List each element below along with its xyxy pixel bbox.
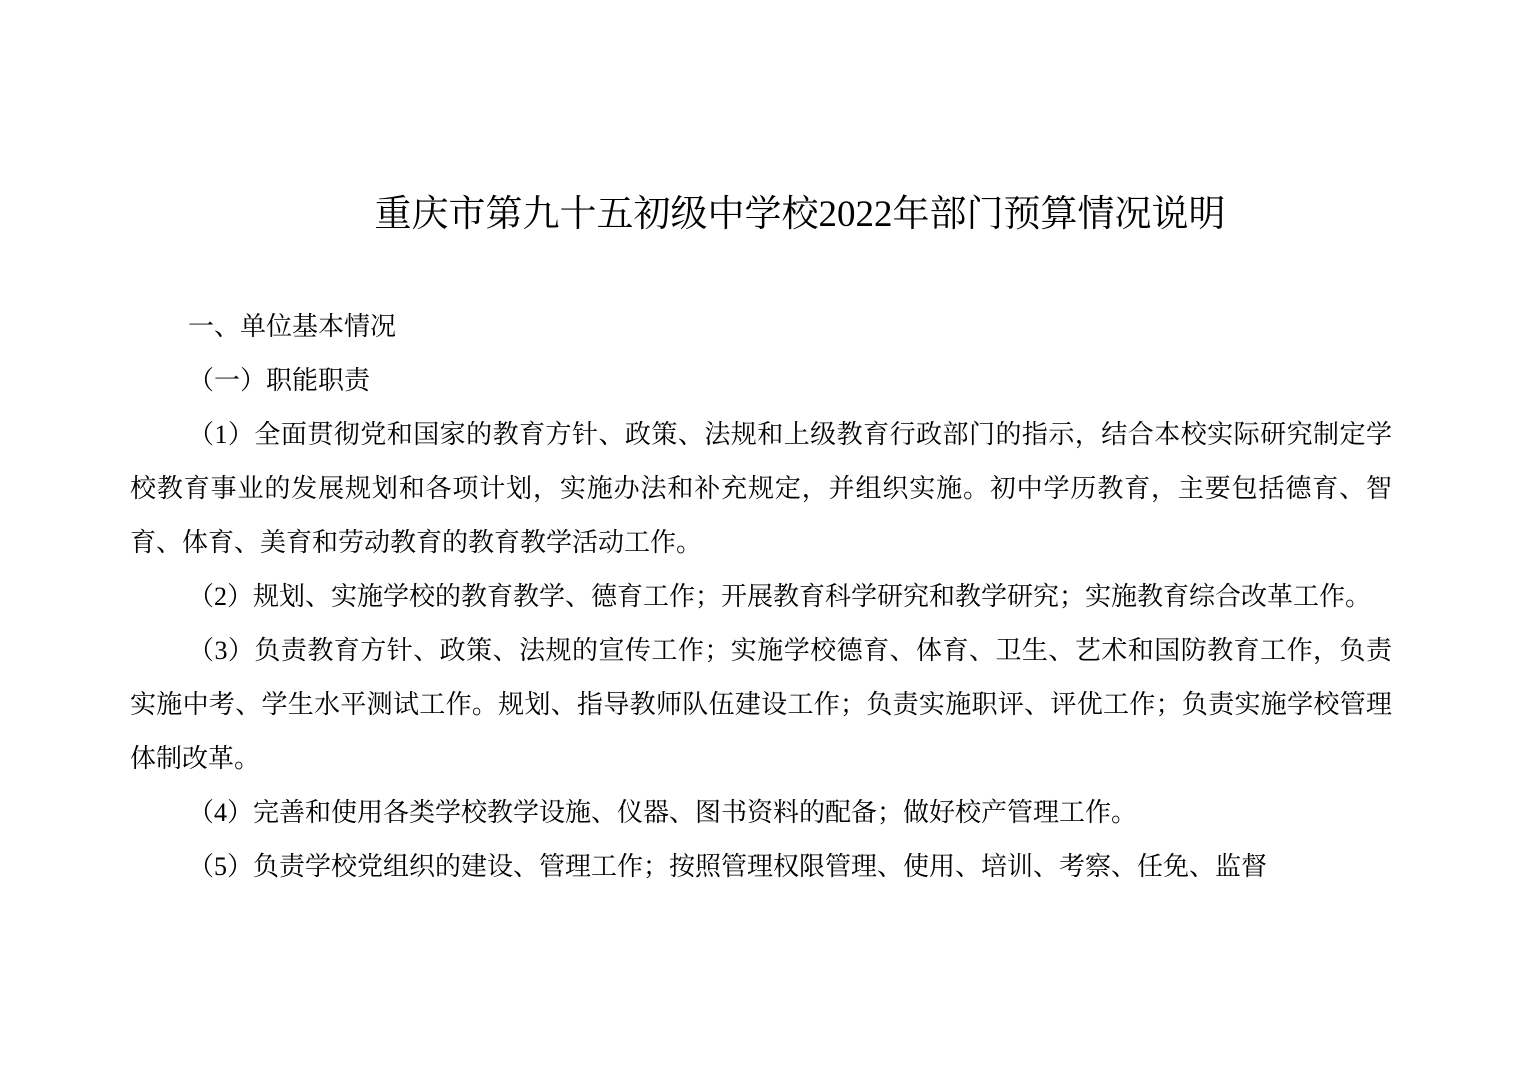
item-number: 3 (214, 636, 228, 665)
title-suffix: 年部门预算情况说明 (892, 192, 1226, 235)
item-text: 全面贯彻党和国家的教育方针、政策、法规和上级教育行政部门的指示，结合本校实际研究制定学校教育事业的发展规划和各项计划，实施办法和补充规定，并组织实施。初中学历教育，主要包括德育、智育、体育、美育和劳动教育的教育教学活动工作。 (130, 420, 1392, 558)
item-number: 4 (214, 798, 228, 827)
duty-item-1: （1）全面贯彻党和国家的教育方针、政策、法规和上级教育行政部门的指示，结合本校实际研究制定学校教育事业的发展规划和各项计划，实施办法和补充规定，并组织实施。初中学历教育，主要包括德育、智育、体育、美育和劳动教育的教育教学活动工作。 (130, 420, 1392, 558)
document-body (130, 300, 1392, 894)
item-number: 5 (214, 852, 228, 881)
title-prefix: 重庆市第九十五初级中学校 (374, 192, 819, 235)
duty-item-4: （4）完善和使用各类学校教学设施、仪器、图书资料的配备；做好校产管理工作。 (188, 798, 1138, 828)
item-text: 完善和使用各类学校教学设施、仪器、图书资料的配备；做好校产管理工作。 (253, 798, 1138, 828)
duty-item-5: （5）负责学校党组织的建设、管理工作；按照管理权限管理、使用、培训、考察、任免、监督 (188, 852, 1268, 882)
title-year: 2022 (818, 194, 893, 235)
duty-item-2: （2）规划、实施学校的教育教学、德育工作；开展教育科学研究和教学研究；实施教育综合改革工作。 (188, 582, 1372, 612)
item-number: 2 (214, 582, 228, 611)
section-heading: 一、单位基本情况 (188, 312, 397, 342)
item-text: 负责学校党组织的建设、管理工作；按照管理权限管理、使用、培训、考察、任免、监督 (253, 852, 1268, 882)
item-text: 规划、实施学校的教育教学、德育工作；开展教育科学研究和教学研究；实施教育综合改革工作。 (253, 582, 1372, 612)
item-number: 1 (214, 420, 228, 449)
item-text: 负责教育方针、政策、法规的宣传工作；实施学校德育、体育、卫生、艺术和国防教育工作，负责实施中考、学生水平测试工作。规划、指导教师队伍建设工作；负责实施职评、评优工作；负责实施学校管理体制改革。 (130, 636, 1392, 774)
duty-item-3: （3）负责教育方针、政策、法规的宣传工作；实施学校德育、体育、卫生、艺术和国防教育工作，负责实施中考、学生水平测试工作。规划、指导教师队伍建设工作；负责实施职评、评优工作；负责实施学校管理体制改革。 (130, 636, 1392, 774)
subsection-heading: （一）职能职责 (188, 366, 371, 396)
document-title (0, 188, 1520, 241)
